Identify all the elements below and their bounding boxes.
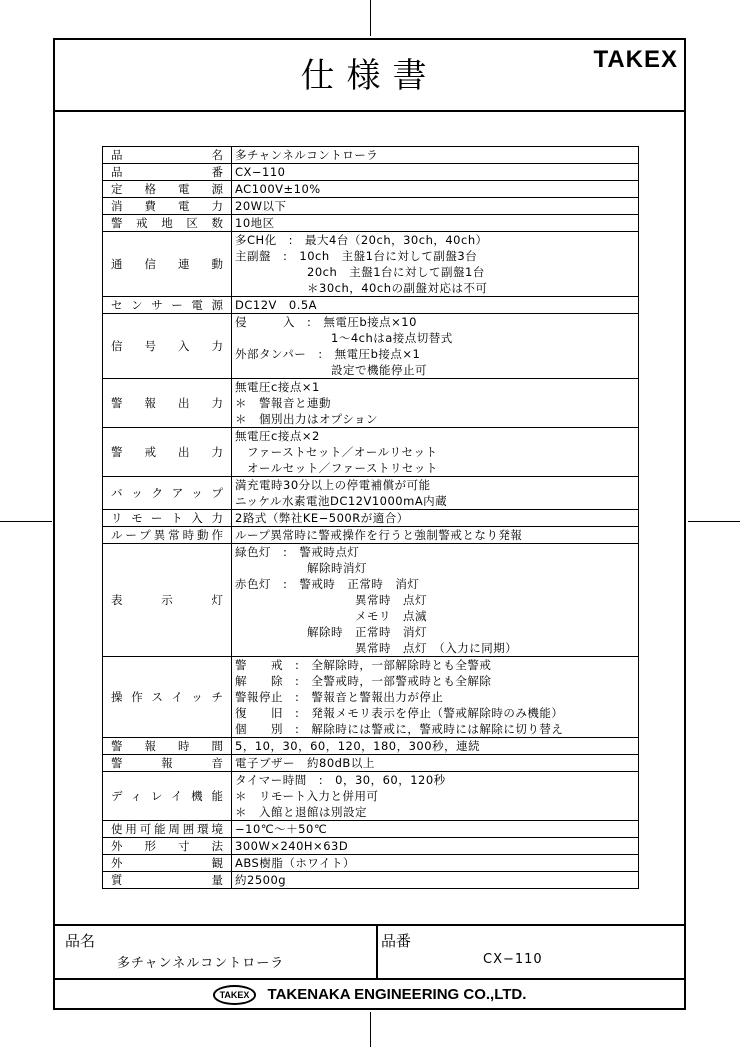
spec-value: 10地区 [232,215,639,232]
spec-label: 品名 [103,147,232,164]
crop-mark-bottom [370,1012,371,1047]
spec-value: 多CH化 : 最大4台（20ch，30ch，40ch） 主副盤 : 10ch 主盤1台に対して副盤3台 20ch 主盤1台に対して副盤1台 ＊30ch，40chの副盤対応は不可 [232,232,639,297]
spec-value: 多チャンネルコントローラ [232,147,639,164]
spec-label: 警戒出力 [103,428,232,477]
spec-row [103,821,639,838]
spec-label: 外観 [103,855,232,872]
spec-label: 警報音 [103,755,232,772]
spec-value: 無電圧c接点×2 ファーストセット／オールリセット オールセット／ファーストリセット [232,428,639,477]
spec-label: 警戒地区数 [103,215,232,232]
spec-row [103,198,639,215]
product-number-label: 品番 [381,932,412,950]
spec-label: 定格電源 [103,181,232,198]
spec-label: 表示灯 [103,544,232,657]
spec-row [103,872,639,889]
spec-row [103,164,639,181]
spec-value: 約2500g [232,872,639,889]
spec-row [103,181,639,198]
spec-label: 消費電力 [103,198,232,215]
spec-row [103,657,639,738]
spec-value: −10℃〜＋50℃ [232,821,639,838]
spec-value: 緑色灯 : 警戒時点灯 解除時消灯 赤色灯 : 警戒時 正常時 消灯 異常時 点灯 メモリ 点滅 解除時 正常時 消灯 異常時 点灯 （入力に同期） [232,544,639,657]
brand-logo: TAKEX [593,46,678,73]
product-number-value: CX−110 [483,952,543,967]
footer-info [55,924,684,980]
spec-row [103,544,639,657]
footer [55,924,684,1010]
spec-row [103,755,639,772]
spec-row [103,738,639,755]
spec-label: 使用可能周囲環境 [103,821,232,838]
spec-row [103,215,639,232]
spec-label: 警報出力 [103,379,232,428]
spec-row [103,477,639,510]
footer-divider [376,926,378,978]
spec-value: 5，10，30，60，120，180，300秒，連続 [232,738,639,755]
spec-row [103,379,639,428]
spec-label: 外形寸法 [103,838,232,855]
spec-label: リモート入力 [103,510,232,527]
crop-mark-right [688,521,740,522]
spec-row [103,510,639,527]
spec-label: 信号入力 [103,314,232,379]
spec-value: ループ異常時に警戒操作を行うと強制警戒となり発報 [232,527,639,544]
spec-value: CX−110 [232,164,639,181]
document-title: 仕様書 [300,56,439,96]
spec-row [103,855,639,872]
spec-value: 侵 入 : 無電圧b接点×10 1〜4chはa接点切替式 外部タンパー : 無電圧b接点×1 設定で機能停止可 [232,314,639,379]
spec-value: AC100V±10% [232,181,639,198]
spec-value: 電子ブザー 約80dB以上 [232,755,639,772]
spec-row [103,314,639,379]
spec-value: 300W×240H×63D [232,838,639,855]
spec-label: 質量 [103,872,232,889]
crop-mark-left [0,521,52,522]
spec-label: バックアップ [103,477,232,510]
spec-value: タイマー時間 : 0，30，60，120秒 ＊ リモート入力と併用可 ＊ 入館と退館は別設定 [232,772,639,821]
company-block [55,984,684,1005]
spec-row [103,428,639,477]
spec-row [103,838,639,855]
spec-label: 品番 [103,164,232,181]
spec-value: 無電圧c接点×1 ＊ 警報音と連動 ＊ 個別出力はオプション [232,379,639,428]
spec-value: 警 戒 : 全解除時，一部解除時とも全警戒 解 除 : 全警戒時，一部警戒時とも全解除 警報停止 : 警報音と警報出力が停止 復 旧 : 発報メモリ表示を停止（警戒解除時のみ機能） 個 別 : 解除時には警戒に，警戒時には解除に切り替え [232,657,639,738]
spec-row [103,527,639,544]
spec-label: ディレイ機能 [103,772,232,821]
spec-label: センサー電源 [103,297,232,314]
spec-row [103,147,639,164]
spec-value: ABS樹脂（ホワイト） [232,855,639,872]
spec-label: 操作スイッチ [103,657,232,738]
product-name-value: 多チャンネルコントローラ [117,956,285,971]
spec-row [103,772,639,821]
spec-row [103,297,639,314]
product-name-label: 品名 [65,932,96,950]
spec-value: 20W以下 [232,198,639,215]
company-name: TAKENAKA ENGINEERING CO.,LTD. [267,986,527,1003]
company-seal-logo: TAKEX [213,985,257,1005]
spec-value: DC12V 0.5A [232,297,639,314]
spec-table [102,146,639,889]
spec-row [103,232,639,297]
spec-label: 通信連動 [103,232,232,297]
spec-value: 満充電時30分以上の停電補償が可能 ニッケル水素電池DC12V1000mA内蔵 [232,477,639,510]
crop-mark-top [370,0,371,36]
spec-label: 警報時間 [103,738,232,755]
title-row [55,40,684,112]
spec-value: 2路式（弊社KE−500Rが適合） [232,510,639,527]
spec-label: ループ異常時動作 [103,527,232,544]
document-frame [53,38,686,1010]
